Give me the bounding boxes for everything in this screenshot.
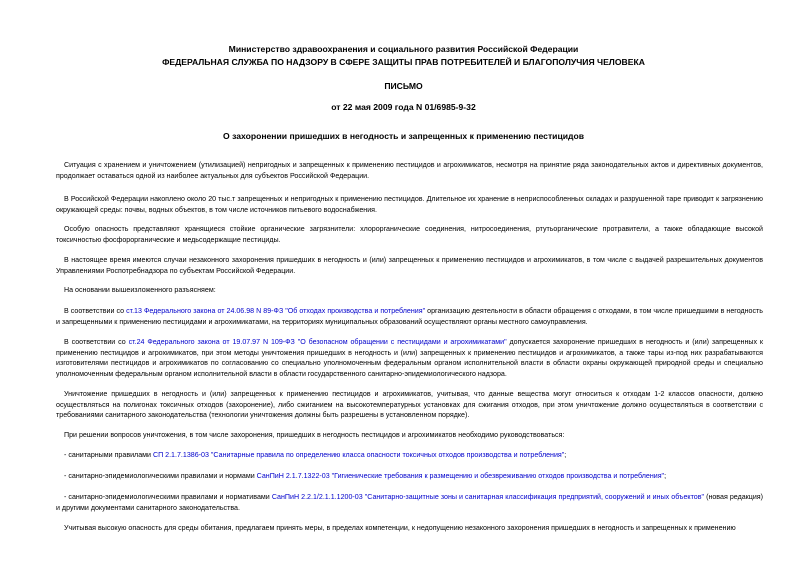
paragraph-1: Ситуация с хранением и уничтожением (утилизацией) непригодных и запрещенных к применению пестицидов и агрохимикатов, несмотря на принятие ряда законодательных актов и директивных документов, продолжает оставаться одной из наиболее актуальных для субъектов Российской Федерации.: [56, 161, 763, 180]
link-federal-law-109[interactable]: Федерального закона от 19.07.97 N 109-ФЗ "О безопасном обращении с пестицидами и агрохимикатами": [147, 338, 507, 346]
paragraph-7: [56, 337, 763, 379]
paragraph-6-text-pre: В соответствии со: [64, 307, 127, 315]
paragraph-7-text-pre: В соответствии со: [64, 338, 129, 346]
paragraph-10-text-post: ;: [564, 451, 567, 459]
paragraph-6: [56, 306, 763, 327]
paragraph-9: При решении вопросов уничтожения, в том числе захоронения, пришедших в негодность пестицидов и агрохимикатов необходимо руководствоваться:: [64, 431, 565, 439]
paragraph-11-text-post: ;: [664, 472, 667, 480]
paragraph-10: [56, 450, 763, 461]
paragraph-3: Особую опасность представляют хранящиеся стойкие органические загрязнители: хлорорганические соединения, нитросоединения, ртутьорганические протравители, а также обладающие высокой токсичностью фосфорорганические и медьсодержащие пестициды.: [56, 225, 763, 244]
paragraph-6-text-post: организацию деятельности в области обращения с отходами, в том числе пришедшими в негодность и запрещенными к применению пестицидами и агрохимикатами, на территориях муниципальных образований осуществляют органы местного самоуправления.: [56, 307, 763, 326]
document-title: О захоронении пришедших в негодность и запрещенных к применению пестицидов: [223, 131, 584, 141]
paragraph-12-text-post: (новая редакция) и другими документами санитарного законодательства.: [56, 493, 764, 512]
paragraph-12: [56, 492, 763, 513]
ministry-heading: Министерство здравоохранения и социального развития Российской Федерации: [228, 44, 579, 54]
document-type: ПИСЬМО: [384, 81, 423, 91]
paragraph-4: В настоящее время имеются случаи незаконного захоронения пришедших в негодность и (или) запрещенных к применению пестицидов и агрохимикатов, в том числе с выдачей разрешительных документов Управлениями Роспотребнадзора по субъектам Российской Федерации.: [56, 256, 763, 275]
link-federal-law-89[interactable]: Федерального закона от 24.06.98 N 89-ФЗ "Об отходах производства и потребления": [143, 307, 426, 315]
paragraph-12-text-pre: - санитарно-эпидемиологическими правилами и нормативами: [64, 493, 272, 501]
link-article-24[interactable]: ст.24: [128, 338, 145, 346]
paragraph-5: На основании вышеизложенного разъясняем:: [64, 286, 216, 294]
link-article-13[interactable]: ст.13: [126, 307, 142, 315]
paragraph-7-text-post: допускается захоронение пришедших в негодность и (или) запрещенных к применению пестицидов и агрохимикатов, при этом методы уничтожения пришедших в негодность и (или) запрещенных к применению пестицидов и агрохимикатов, а также тары из-под них разрабатываются изготовителями пестицидов и агрохимикатов по согласованию со специально уполномоченным федеральным органом исполнительной власти в области охраны окружающей природной среды и специально уполномоченным федеральным органом исполнительной власти в области государственного санитарно-эпидемиологического надзора.: [56, 338, 763, 378]
document-date-number: от 22 мая 2009 года N 01/6985-9-32: [331, 102, 476, 112]
paragraph-8: Уничтожение пришедших в негодность и (или) запрещенных к применению пестицидов и агрохимикатов, учитывая, что данные вещества могут относиться к отходам 1-2 классов опасности, должно осуществляться на полигонах токсичных отходов (захоронение), либо сжиганием на высокотемпературных установках для сжигания отходов, при этом уничтожение должно осуществляться в соответствии с требованиями санитарного законодательства (технологии уничтожения должны быть разрешены в установленном порядке).: [56, 390, 763, 420]
link-sanpin-2-2-1-2-1-1-1200-03[interactable]: СанПиН 2.2.1/2.1.1.1200-03 "Санитарно-защитные зоны и санитарная классификация предприятий, сооружений и иных объектов": [271, 493, 705, 501]
link-sp-2-1-7-1386-03[interactable]: СП 2.1.7.1386-03 "Санитарные правила по определению класса опасности токсичных отходов производства и потребления": [152, 451, 565, 459]
paragraph-2: В Российской Федерации накоплено около 20 тыс.т запрещенных и непригодных к применению пестицидов. Длительное их хранение в неприспособленных складах и разрушенной таре приводит к загрязнению окружающей среды: почвы, водных объектов, в том числе источников питьевого водоснабжения.: [56, 195, 763, 214]
service-heading: ФЕДЕРАЛЬНАЯ СЛУЖБА ПО НАДЗОРУ В СФЕРЕ ЗАЩИТЫ ПРАВ ПОТРЕБИТЕЛЕЙ И БЛАГОПОЛУЧИЯ ЧЕЛОВЕКА: [162, 57, 645, 67]
paragraph-10-text-pre: - санитарными правилами: [64, 451, 153, 459]
link-sanpin-2-1-7-1322-03[interactable]: СанПиН 2.1.7.1322-03 "Гигиенические требования к размещению и обезвреживанию отходов производства и потребления": [256, 472, 665, 480]
paragraph-11: [56, 471, 763, 482]
paragraph-11-text-pre: - санитарно-эпидемиологическими правилами и нормами: [64, 472, 257, 480]
paragraph-13: Учитывая высокую опасность для среды обитания, предлагаем принять меры, в пределах компетенции, к недопущению незаконного захоронения пришедших в негодность и запрещенных к применению: [64, 524, 736, 532]
